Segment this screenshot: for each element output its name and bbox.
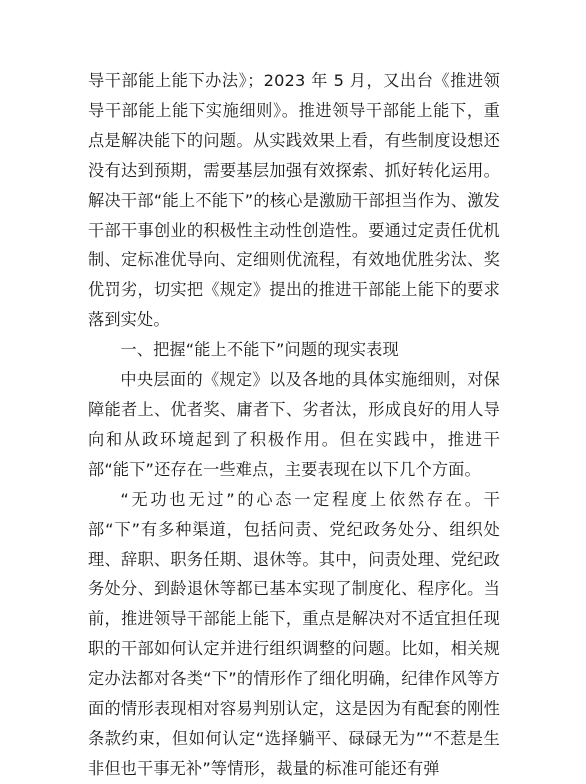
paragraph-continued: 导干部能上能下办法》；2023 年 5 月，又出台《推进领导干部能上能下实施细则》。推进领导干部能上能下，重点是解决能下的问题。从实践效果上看，有些制度设想还没有达到预期，需要基层加强有效探索、抓好转化运用。解决干部“能上不能下”的核心是激励干部担当作为、激发干部干事创业的积极性主动性创造性。要通过定责任优机制、定标准优导向、定细则优流程，有效地优胜劣汰、奖优罚劣，切实把《规定》提出的推进干部能上能下的要求落到实处。 bbox=[88, 71, 500, 330]
section-heading: 一、把握“能上不能下”问题的现实表现 bbox=[120, 340, 399, 360]
paragraph: “无功也无过”的心态一定程度上依然存在。干部“下”有多种渠道，包括问责、党纪政务处分、组织处理、辞职、职务任期、退休等。其中，问责处理、党纪政务处分、到龄退休等都已基本实现了制度化、程序化。当前，推进领导干部能上能下，重点是解决对不适宜担任现职的干部如何认定并进行组织调整的问题。比如，相关规定办法都对各类“下”的情形作了细化明确，纪律作风等方面的情形表现相对容易判别认定，这是因为有配套的刚性条款约束，但如何认定“选择躺平、碌碌无为”“不惹是生非但也干事无补”等情形，裁量的标准可能还有弹 bbox=[88, 489, 500, 778]
document-body bbox=[88, 66, 500, 784]
paragraph: 中央层面的《规定》以及各地的具体实施细则，对保障能者上、优者奖、庸者下、劣者汰，形成良好的用人导向和从政环境起到了积极作用。但在实践中，推进干部“能下”还存在一些难点，主要表现在以下几个方面。 bbox=[88, 370, 500, 479]
